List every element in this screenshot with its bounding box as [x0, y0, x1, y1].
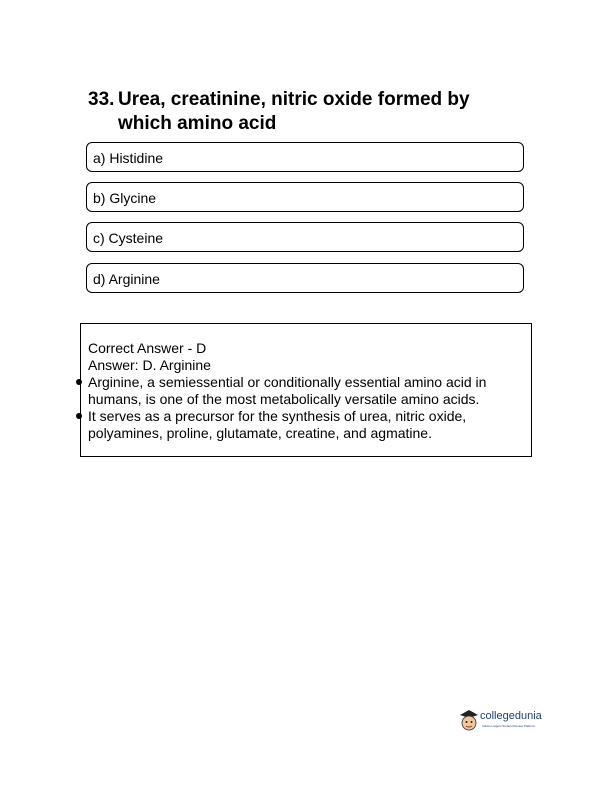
bullet-icon	[76, 413, 82, 419]
logo-tagline: India's Largest Student Review Platform	[482, 724, 536, 728]
bullet-text: It serves as a precursor for the synthesis of urea, nitric oxide, polyamines, proline, glutamate, creatine, and agmatine.	[88, 408, 467, 441]
correct-answer: Correct Answer - D	[88, 340, 207, 356]
collegedunia-logo	[458, 708, 558, 736]
option-c[interactable]: c) Cysteine	[86, 222, 524, 252]
question-title	[88, 88, 528, 136]
answer-line: Answer: D. Arginine	[88, 357, 211, 373]
option-a[interactable]: a) Histidine	[86, 142, 524, 172]
logo-brand: collegedunia	[480, 710, 542, 722]
bullet-icon	[76, 379, 82, 385]
explanation-bullet	[88, 374, 531, 408]
question-text-line1: Urea, creatinine, nitric oxide formed by	[118, 89, 470, 110]
option-b[interactable]: b) Glycine	[86, 182, 524, 212]
bullet-text: Arginine, a semiessential or conditionally essential amino acid in humans, is one of the most metabolically versatile amino acids.	[88, 374, 487, 407]
answer-box	[80, 323, 532, 457]
question-number: 33.	[88, 89, 115, 110]
question-text-line2: which amino acid	[118, 113, 277, 134]
option-d[interactable]: d) Arginine	[86, 263, 524, 293]
explanation-bullet	[88, 408, 531, 442]
mascot-icon	[458, 708, 480, 732]
